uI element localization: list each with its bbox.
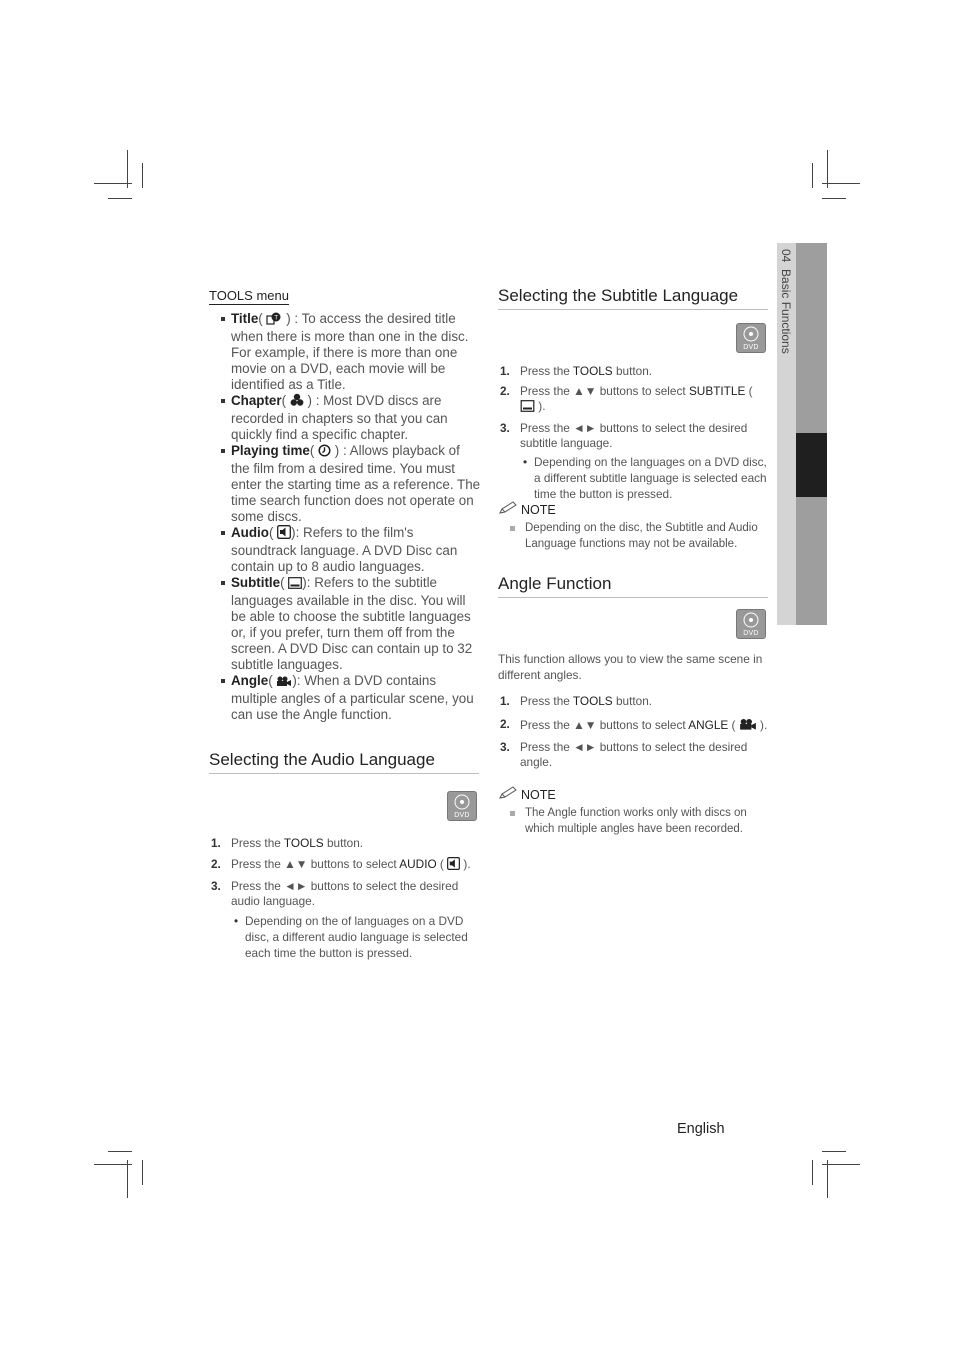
title-icon [266, 311, 282, 329]
angle-intro: This function allows you to view the same scene in different angles. [498, 652, 763, 682]
angle-icon [739, 717, 757, 735]
tools-item-audio: Audio( ): Refers to the film's soundtrack language. A DVD Disc can contain up to 8 audio languages. [231, 525, 481, 575]
crop-mark [127, 150, 128, 188]
clock-icon [318, 444, 331, 461]
tools-menu-list [209, 311, 481, 723]
subtitle-section-title: Selecting the Subtitle Language [498, 286, 768, 310]
audio-bullet: • Depending on the of languages on a DVD disc, a different audio language is selected each time the button is pressed. [209, 913, 479, 961]
crop-mark [827, 150, 828, 188]
subtitle-step-3: 3. Press the ◄► buttons to select the desired subtitle language. [500, 421, 748, 450]
note-label: NOTE [521, 787, 556, 802]
angle-step-1: 1. Press the TOOLS button. [500, 694, 653, 708]
subtitle-step-1: 1. Press the TOOLS button. [500, 364, 653, 378]
crop-mark [812, 1160, 813, 1185]
tools-item-subtitle: Subtitle( ): Refers to the subtitle languages available in the disc. You will be able to choose the subtitle languages or, if you prefer, turn them off from the screen. A DVD Disc can contain up to 32 subtitle languages. [231, 575, 481, 673]
dvd-badge: DVD [736, 323, 766, 353]
dvd-badge: DVD [447, 791, 477, 821]
audio-icon [447, 857, 460, 874]
crop-mark [827, 1160, 828, 1198]
angle-section [498, 574, 768, 598]
audio-step-1: 1. Press the TOOLS button. [211, 836, 364, 850]
angle-icon [276, 675, 292, 691]
left-column [209, 287, 481, 723]
subtitle-note-text: Depending on the disc, the Subtitle and Audio Language functions may not be available. [498, 521, 768, 552]
subtitle-bullet: • Depending on the languages on a DVD disc, a different subtitle language is selected each time the button is pressed. [498, 454, 768, 502]
subtitle-step-2: 2. Press the ▲▼ buttons to select SUBTITLE ( ). [498, 384, 768, 416]
tools-item-playing-time: Playing time( ) : Allows playback of the film from a desired time. You must enter the starting time as a reference. The time search function does not operate on some discs. [231, 443, 481, 524]
subtitle-note [498, 501, 768, 552]
crop-mark [822, 1151, 846, 1152]
crop-mark [142, 1160, 143, 1185]
audio-step-3: 3. Press the ◄► buttons to select the desired audio language. [211, 879, 459, 908]
pencil-icon [498, 501, 518, 518]
disc-icon [454, 794, 470, 810]
disc-icon [743, 326, 759, 342]
chapter-tab-marker [796, 433, 827, 497]
subtitle-icon [520, 400, 535, 416]
crop-mark [127, 1160, 128, 1198]
crop-mark [812, 163, 813, 188]
angle-step-3: 3. Press the ◄► buttons to select the desired angle. [500, 740, 748, 769]
subtitle-steps [498, 364, 768, 502]
note-label: NOTE [521, 502, 556, 517]
pencil-icon [498, 786, 518, 803]
angle-note [498, 786, 768, 837]
tools-menu-heading: TOOLS menu [209, 288, 289, 303]
audio-icon [277, 525, 291, 543]
disc-icon [743, 612, 759, 628]
audio-step-2: 2. Press the ▲▼ buttons to select AUDIO ( ). [209, 857, 479, 874]
chapter-tab-label: 04 Basic Functions [779, 249, 793, 354]
subtitle-section [498, 286, 768, 310]
audio-section [209, 750, 479, 774]
angle-step-2: 2. Press the ▲▼ buttons to select ANGLE ( ). [498, 717, 768, 735]
crop-mark [108, 198, 132, 199]
audio-section-title: Selecting the Audio Language [209, 750, 479, 774]
dvd-badge: DVD [736, 609, 766, 639]
chapter-icon [290, 393, 304, 411]
svg-text:T: T [274, 314, 279, 322]
subtitle-icon [288, 577, 302, 593]
audio-steps [209, 836, 479, 961]
tools-item-angle: Angle( ): When a DVD contains multiple angles of a particular scene, you can use the Angle function. [231, 673, 481, 723]
crop-mark [142, 163, 143, 188]
angle-note-text: The Angle function works only with discs on which multiple angles have been recorded. [498, 806, 768, 837]
footer-language: English [677, 1121, 725, 1137]
tools-item-chapter: Chapter( ) : Most DVD discs are recorded in chapters so that you can quickly find a specific chapter. [231, 393, 481, 443]
angle-body [498, 652, 768, 770]
crop-mark [822, 198, 846, 199]
tools-item-title: Title( T ) : To access the desired title when there is more than one in the disc. For example, if there is more than one movie on a DVD, each movie will be identified as a Title. [231, 311, 481, 393]
crop-mark [108, 1151, 132, 1152]
angle-section-title: Angle Function [498, 574, 768, 598]
